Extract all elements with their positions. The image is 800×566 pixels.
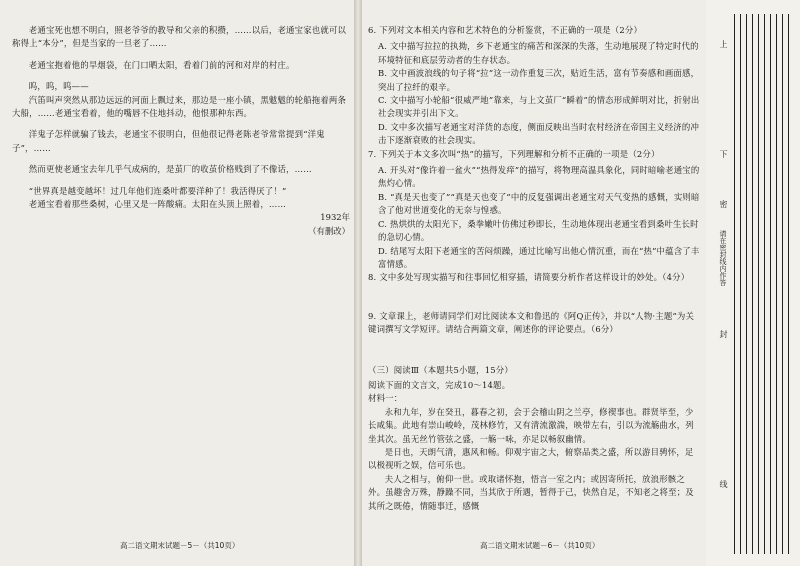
section-intro: 阅读下面的文言文，完成10～14题。 xyxy=(368,379,511,390)
question-8: 8. 文中多处写现实描写和往事回忆相穿插，请简要分析作者这样设计的妙处。（4分） xyxy=(368,272,690,283)
right-footer: 高二语文期末试题－6－（共10页） xyxy=(480,541,600,550)
option: A. 文中描写拉拉的执拗，乡下老通宝的痛苦和深深的失落，生动地展现了特定时代的环境特征和底层劳动者的生存状态。 xyxy=(378,41,699,65)
binding-label: 封 xyxy=(719,330,728,338)
option: C. 热烘烘的太阳光下，桑拳嫩叶仿佛过秒即长，生动地体现出老通宝看到桑叶生长时的急切心情。 xyxy=(378,218,699,243)
option: A. 开头对“像许着一盆火”“热得发痒”的描写，将物理高温具象化，同时暗喻老通宝的焦灼心情。 xyxy=(378,165,700,189)
page-fold xyxy=(354,0,362,566)
paragraph: 呜，呜，呜—— xyxy=(28,81,89,92)
binding-line xyxy=(770,14,771,554)
option: B. 文中画波浪线的句子将“拉”这一动作重复三次，贴近生活，富有节奏感和画面感，突出了拉纤的艰辛。 xyxy=(378,68,700,92)
section-heading: （三）阅读Ⅲ（本题共5小题，15分） xyxy=(368,364,513,375)
binding-line xyxy=(788,14,789,554)
paragraph: 汽笛叫声突然从那边远远的河面上飘过来，那边是一座小镇，黑魃魃的轮船拖着两条大船，……老通宝看着，他的嘴唇不住地抖动，他恨那种东西。 xyxy=(12,94,347,119)
binding-line xyxy=(782,14,783,554)
binding-label: 下 xyxy=(719,150,728,158)
paragraph: 老通宝抱着他的旱烟袋，在门口晒太阳，看着门前的河和对岸的村庄。 xyxy=(28,59,295,70)
question-9: 9. 文章课上，老师请同学们对比阅读本文和鲁迅的《阿Q正传》，并以“人物·主题”为关键词撰写文学短评。请结合两篇文章，阐述你的评论要点。（6分） xyxy=(368,310,695,335)
paragraph: 然而更使老通宝去年几乎气成病的，是茧厂的收茧价格贱到了不像话，…… xyxy=(28,164,312,175)
source-note: （有删改） xyxy=(308,225,350,236)
right-page xyxy=(368,24,702,513)
binding-strip xyxy=(706,0,800,566)
question-6: 6. 下列对文本相关内容和艺术特色的分析鉴赏，不正确的一项是（2分） xyxy=(368,25,643,35)
option: D. 结尾写太阳下老通宝的苦闷烦躁，通过比喻写出他心情沉重，而在“热”中蕴含了丰富情感。 xyxy=(378,245,700,269)
binding-notice: 请在密封线内作答 xyxy=(719,230,727,286)
binding-line xyxy=(764,14,765,554)
paragraph: 老通宝死也想不明白，照老爷爷的教导和父亲的积攒，……以后，老通宝家也就可以称得上“本分”，但是当家的一旦老了…… xyxy=(12,25,347,49)
binding-line xyxy=(752,14,753,554)
binding-label: 上 xyxy=(719,40,728,48)
binding-line xyxy=(734,14,735,554)
paragraph: “世界真是越变越坏！过几年他们连桑叶都要洋种了！我活得厌了！” xyxy=(28,185,287,196)
paragraph: 老通宝看着那些桑树，心里又是一阵酸痛。太阳在头顶上照着，…… xyxy=(28,199,287,210)
left-page xyxy=(12,24,350,238)
binding-label: 密 xyxy=(719,200,728,208)
left-footer: 高二语文期末试题－5－（共10页） xyxy=(120,541,240,550)
binding-line xyxy=(740,14,741,554)
binding-line xyxy=(776,14,777,554)
year: 1932年 xyxy=(320,212,350,223)
option: B. “真是天也变了”“真是天也变了”中的反复强调出老通宝对天气变热的感慨，实则暗含了他对世道变化的无奈与惶惑。 xyxy=(378,191,700,216)
option: C. 文中描写小轮船“很威严地”靠来，与上文茧厂“瞬着”的情态形成鲜明对比，折射出社会现实并引出下文。 xyxy=(378,95,700,119)
binding-line xyxy=(758,14,759,554)
classical-paragraph: 夫人之相与，俯仰一世。或取诸怀抱，悟言一室之内；或因寄所托，放浪形骸之外。虽趣舍万殊，静躁不同，当其欣于所遇，暂得于己，快然自足，不知老之将至；及其所之既倦，情随事迁，感慨 xyxy=(368,473,694,511)
binding-line xyxy=(746,14,747,554)
classical-paragraph: 是日也，天朗气清，惠风和畅。仰观宇宙之大，俯察品类之盛，所以游目骋怀，足以极视听之娱，信可乐也。 xyxy=(368,446,694,471)
paragraph: 洋鬼子怎样就骗了钱去，老通宝不很明白，但他很记得老陈老爷常常提到“洋鬼子”，…… xyxy=(12,129,325,153)
option: D. 文中多次描写老通宝对洋货的态度，侧面反映出当时农村经济在帝国主义经济的冲击下逐渐衰败的社会现实。 xyxy=(378,121,700,146)
material-label: 材料一： xyxy=(368,393,403,404)
classical-paragraph: 永和九年，岁在癸丑，暮春之初，会于会稽山阴之兰亭，修禊事也。群贤毕至，少长咸集。此地有崇山峻岭，茂林修竹，又有清流激湍，映带左右，引以为流觞曲水，列坐其次。虽无丝竹管弦之盛，一觞一咏，亦足以畅叙幽情。 xyxy=(368,406,694,444)
binding-label: 线 xyxy=(719,480,728,488)
question-7: 7. 下列关于本文多次叫“热”的描写，下列理解和分析不正确的一项是（2分） xyxy=(368,148,660,159)
